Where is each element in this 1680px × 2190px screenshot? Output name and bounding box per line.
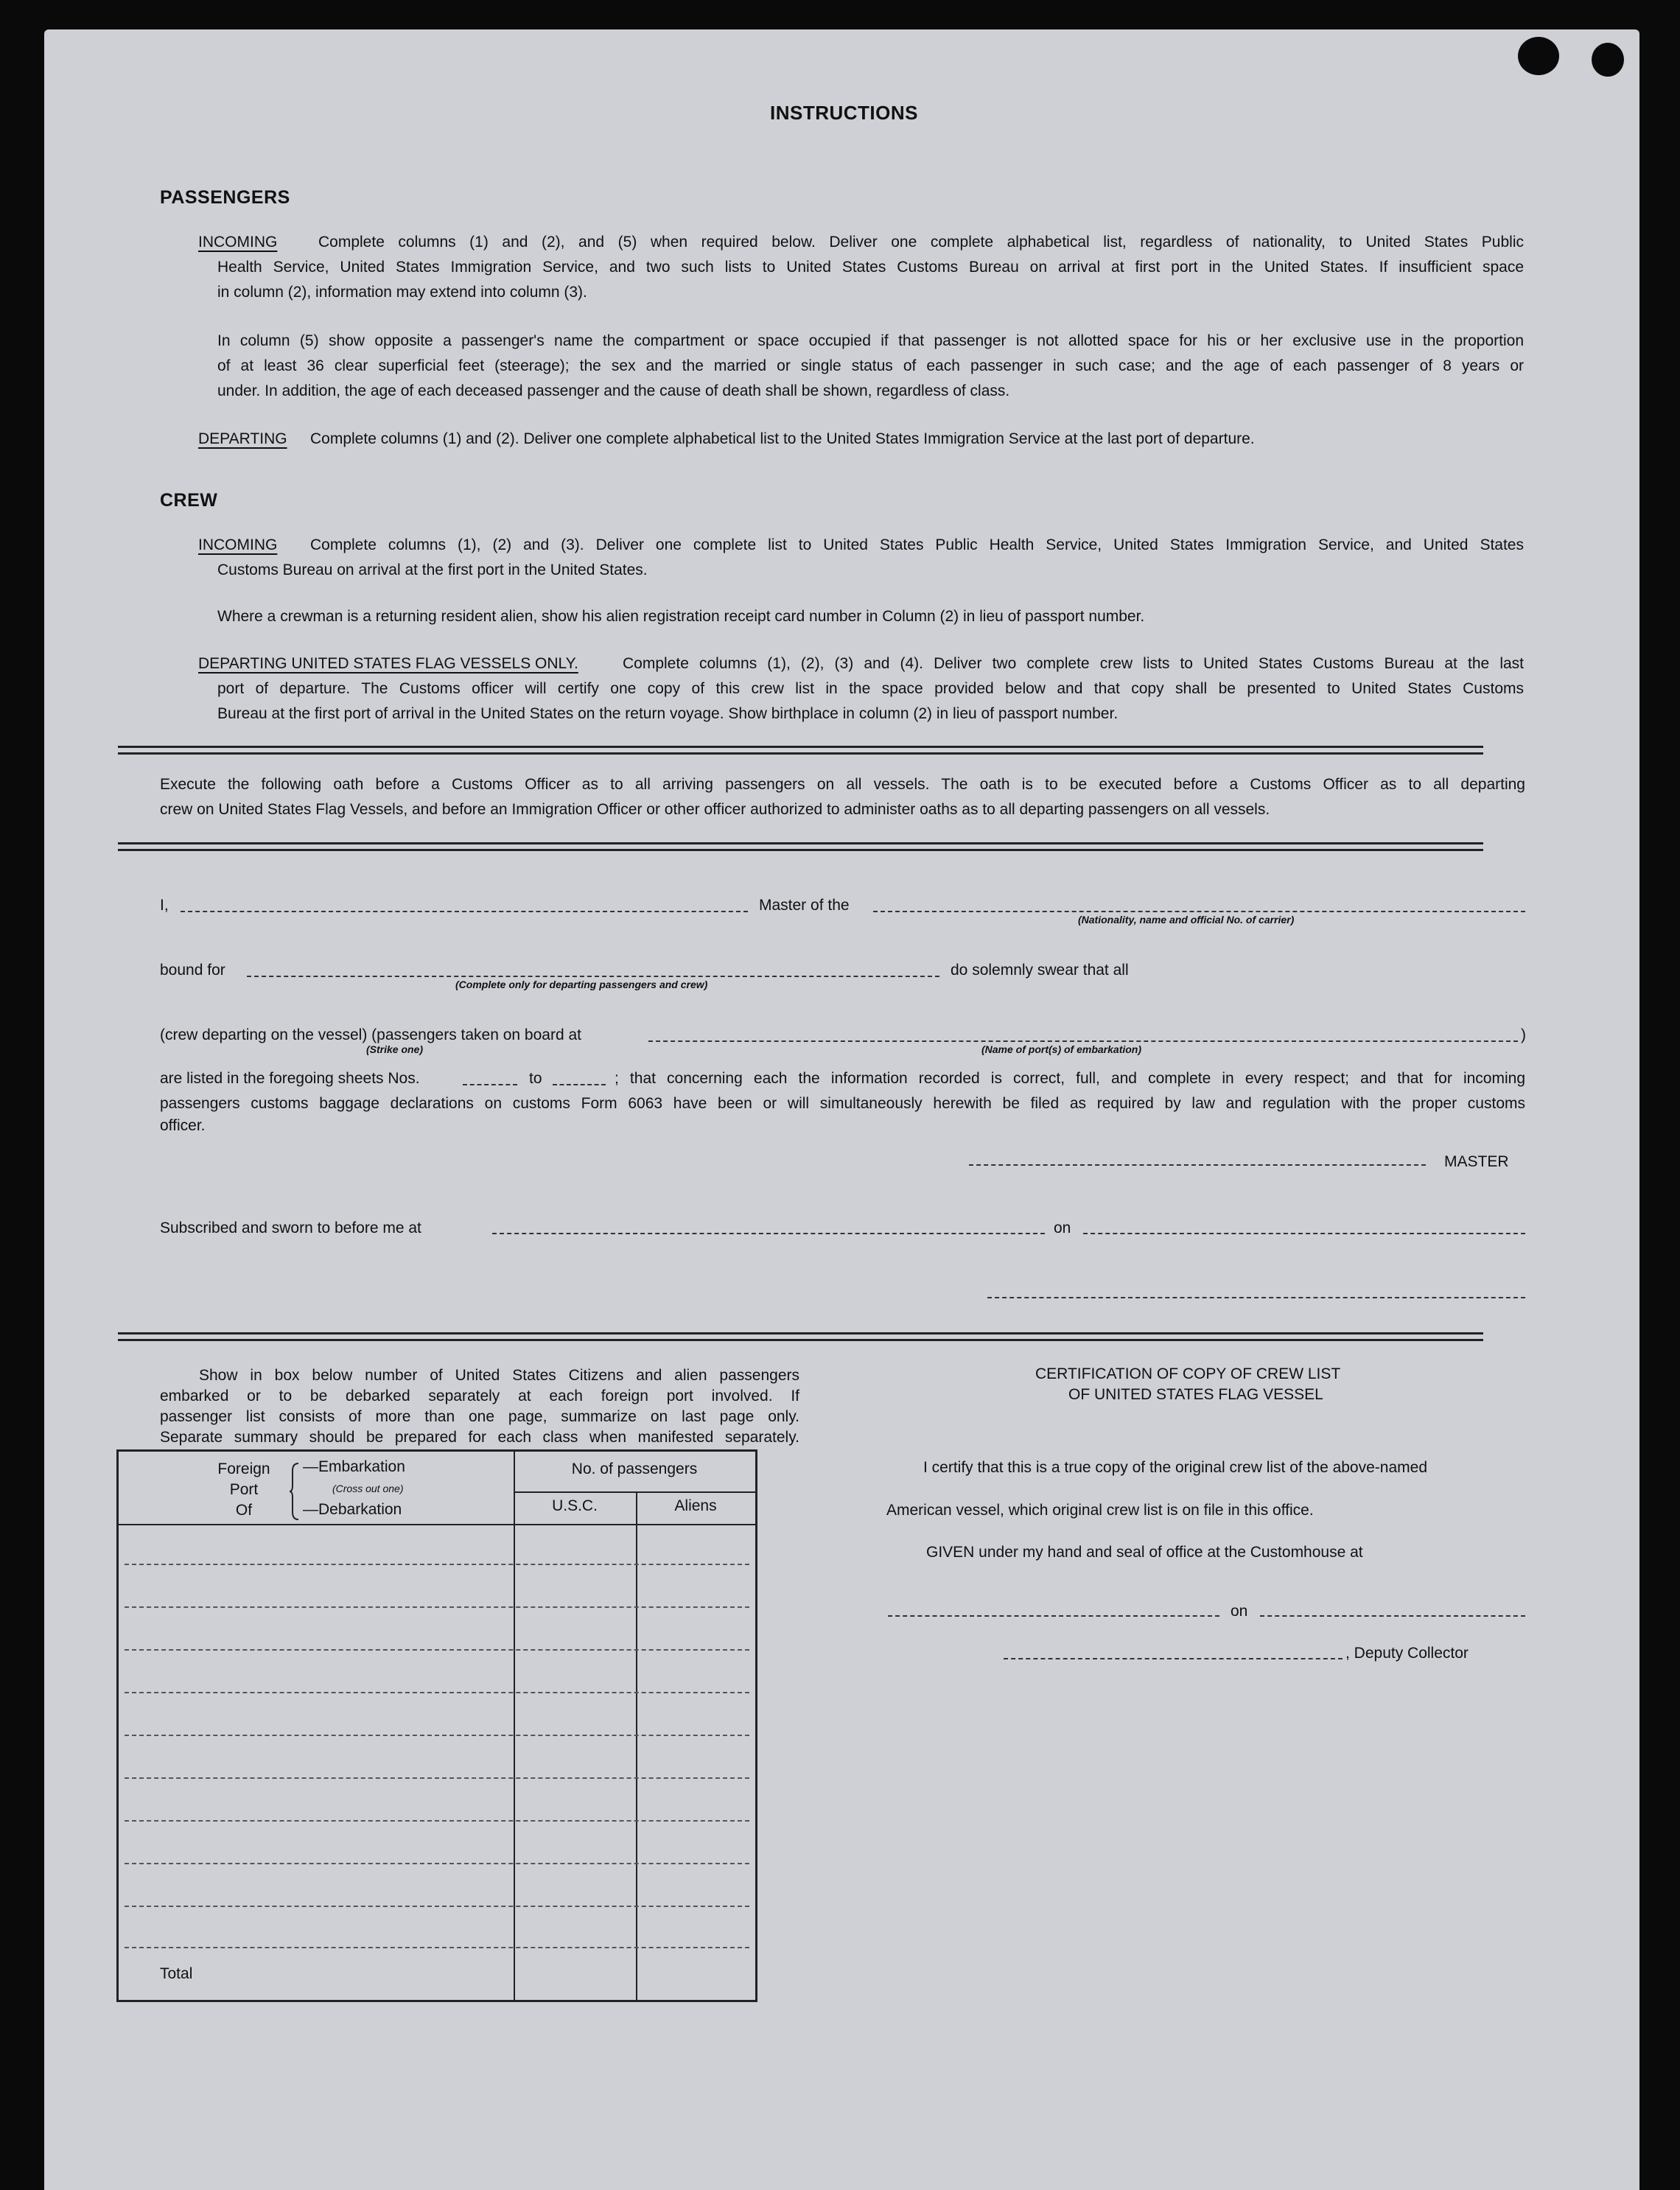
passengers-incoming-line: in column (2), information may extend into column (3).	[217, 284, 587, 301]
sheet-to-field[interactable]	[553, 1084, 606, 1085]
bound-for-label: bound for	[160, 962, 225, 979]
sworn-at-field[interactable]	[492, 1233, 1045, 1234]
bound-for-field[interactable]	[247, 976, 939, 977]
passengers-departing-text: Complete columns (1) and (2). Deliver one complete alphabetical list to the United States Immigration Service at the last port of departure.	[310, 430, 1255, 447]
baggage-line: passengers customs baggage declarations on customs Form 6063 have been or will simultaneously herewith be filed as required by law and regulation with the proper customs	[160, 1095, 1525, 1112]
embarkation-option: —Embarkation	[303, 1458, 405, 1475]
certify-text: American vessel, which original crew list is on file in this office.	[886, 1502, 1314, 1519]
certify-text: I certify that this is a true copy of the original crew list of the above-named	[923, 1459, 1427, 1476]
header-divider	[514, 1491, 755, 1493]
column-divider	[514, 1452, 515, 2000]
section-divider	[118, 842, 1483, 851]
to-label: to	[529, 1070, 542, 1087]
certification-date-field[interactable]	[1260, 1615, 1525, 1617]
no-passengers-header: No. of passengers	[571, 1460, 698, 1477]
port-header: Port	[229, 1481, 259, 1498]
crew-departing-label: DEPARTING UNITED STATES FLAG VESSELS ONLY.	[198, 655, 578, 672]
carrier-field[interactable]	[873, 911, 1525, 912]
column-divider	[636, 1491, 637, 2000]
table-row[interactable]	[125, 1820, 749, 1822]
table-row[interactable]	[125, 1863, 749, 1864]
sworn-on-field[interactable]	[1083, 1233, 1525, 1234]
master-name-field[interactable]	[181, 911, 748, 912]
passengers-heading: PASSENGERS	[160, 187, 290, 208]
cross-out-note: (Cross out one)	[332, 1483, 404, 1494]
strike-note: (Strike one)	[366, 1043, 424, 1055]
crew-incoming-line: Customs Bureau on arrival at the first port in the United States.	[217, 562, 648, 578]
certification-title: CERTIFICATION OF COPY OF CREW LIST	[1035, 1365, 1341, 1382]
table-row[interactable]	[125, 1735, 749, 1736]
section-divider	[118, 1332, 1483, 1341]
crew-heading: CREW	[160, 490, 218, 511]
punch-hole	[1518, 37, 1559, 75]
foreign-header: Foreign	[217, 1460, 270, 1477]
table-row[interactable]	[125, 1692, 749, 1693]
crew-incoming-label: INCOMING	[198, 536, 278, 553]
solemnly-swear-text: do solemnly swear that all	[951, 962, 1129, 979]
deputy-signature-field[interactable]	[1004, 1658, 1343, 1659]
page-title: INSTRUCTIONS	[770, 102, 918, 124]
of-header: Of	[235, 1502, 253, 1519]
listed-rest: ; that concerning each the information recorded is correct, full, and complete in every respect; and that for incoming	[615, 1070, 1525, 1087]
column5-line: In column (5) show opposite a passenger's name the compartment or space occupied if that passenger is not allotted space for his or her exclusive use in the proportion	[217, 332, 1524, 349]
debarkation-option: —Debarkation	[303, 1501, 402, 1518]
nationality-note: (Nationality, name and official No. of carrier)	[1078, 914, 1295, 926]
passengers-incoming-line: Health Service, United States Immigration Service, and two such lists to United States Customs Bureau on arrival at first port in the United States. If insufficient space	[217, 259, 1524, 276]
total-label: Total	[160, 1965, 193, 1982]
aliens-header: Aliens	[674, 1497, 717, 1514]
crew-incoming-line: Complete columns (1), (2) and (3). Deliver one complete list to United States Public Health Service, United States Immigration Service, and United States	[310, 536, 1524, 553]
table-row[interactable]	[125, 1564, 749, 1565]
officer-line: officer.	[160, 1117, 206, 1134]
crew-departing-line: Complete columns (1), (2), (3) and (4). Deliver two complete crew lists to United States Customs Bureau at the last	[623, 655, 1524, 672]
crew-resident-text: Where a crewman is a returning resident alien, show his alien registration receipt card number in Column (2) in lieu of passport number.	[217, 608, 1145, 625]
crew-departing-line: Bureau at the first port of arrival in the United States on the return voyage. Show birthplace in column (2) in lieu of passport number.	[217, 705, 1119, 722]
table-row[interactable]	[125, 1606, 749, 1608]
master-label: MASTER	[1444, 1153, 1509, 1170]
on-label: on	[1054, 1220, 1071, 1236]
column5-line: under. In addition, the age of each deceased passenger and the cause of death shall be shown, regardless of class.	[217, 382, 1010, 399]
passengers-departing-label: DEPARTING	[198, 430, 287, 447]
complete-note: (Complete only for departing passengers and crew)	[455, 979, 708, 990]
deputy-collector-label: , Deputy Collector	[1345, 1645, 1469, 1662]
summary-line: Show in box below number of United States Citizens and alien passengers	[199, 1367, 799, 1384]
given-text: GIVEN under my hand and seal of office at the Customhouse at	[926, 1544, 1363, 1561]
subscribed-label: Subscribed and sworn to before me at	[160, 1220, 421, 1236]
passengers-incoming-label: INCOMING	[198, 234, 278, 251]
usc-header: U.S.C.	[552, 1497, 598, 1514]
oath-i-label: I,	[160, 897, 169, 914]
summary-line: embarked or to be debarked separately at each foreign port involved. If	[160, 1388, 799, 1404]
table-row[interactable]	[125, 1777, 749, 1779]
header-bottom	[119, 1524, 755, 1525]
passenger-summary-table	[116, 1449, 757, 2002]
customhouse-field[interactable]	[888, 1615, 1219, 1617]
table-row[interactable]	[125, 1947, 749, 1948]
table-row[interactable]	[125, 1906, 749, 1907]
summary-line: passenger list consists of more than one page, summarize on last page only.	[160, 1408, 799, 1425]
punch-hole	[1592, 43, 1624, 77]
master-signature-field[interactable]	[969, 1164, 1426, 1166]
table-row[interactable]	[125, 1649, 749, 1651]
certification-title: OF UNITED STATES FLAG VESSEL	[1068, 1386, 1323, 1403]
master-of-the-label: Master of the	[759, 897, 850, 914]
oath-instruction-line: Execute the following oath before a Customs Officer as to all arriving passengers on all vessels. The oath is to be executed before a Customs Officer as to all departing	[160, 776, 1525, 793]
close-paren: )	[1521, 1026, 1526, 1043]
oath-instruction-line: crew on United States Flag Vessels, and before an Immigration Officer or other officer authorized to administer oaths as to all departing passengers on all vessels.	[160, 801, 1270, 818]
ports-note: (Name of port(s) of embarkation)	[981, 1043, 1142, 1055]
passengers-incoming-line: Complete columns (1) and (2), and (5) when required below. Deliver one complete alphabetical list, regardless of nationality, to United States Public	[318, 234, 1524, 251]
certification-on-label: on	[1231, 1603, 1248, 1620]
crew-departing-line: port of departure. The Customs officer will certify one copy of this crew list in the space provided below and that copy shall be presented to United States Customs	[217, 680, 1524, 697]
officer-signature-field[interactable]	[987, 1297, 1525, 1298]
section-divider	[118, 746, 1483, 755]
sheet-from-field[interactable]	[463, 1084, 517, 1085]
embarkation-ports-field[interactable]	[648, 1040, 1518, 1042]
crew-departing-text: (crew departing on the vessel) (passengers taken on board at	[160, 1026, 581, 1043]
listed-prefix: are listed in the foregoing sheets Nos.	[160, 1070, 420, 1087]
column5-line: of at least 36 clear superficial feet (steerage); the sex and the married or single status of each passenger in such case; and the age of each passenger of 8 years or	[217, 357, 1524, 374]
brace-icon	[290, 1462, 300, 1521]
summary-line: Separate summary should be prepared for each class when manifested separately.	[160, 1429, 799, 1446]
